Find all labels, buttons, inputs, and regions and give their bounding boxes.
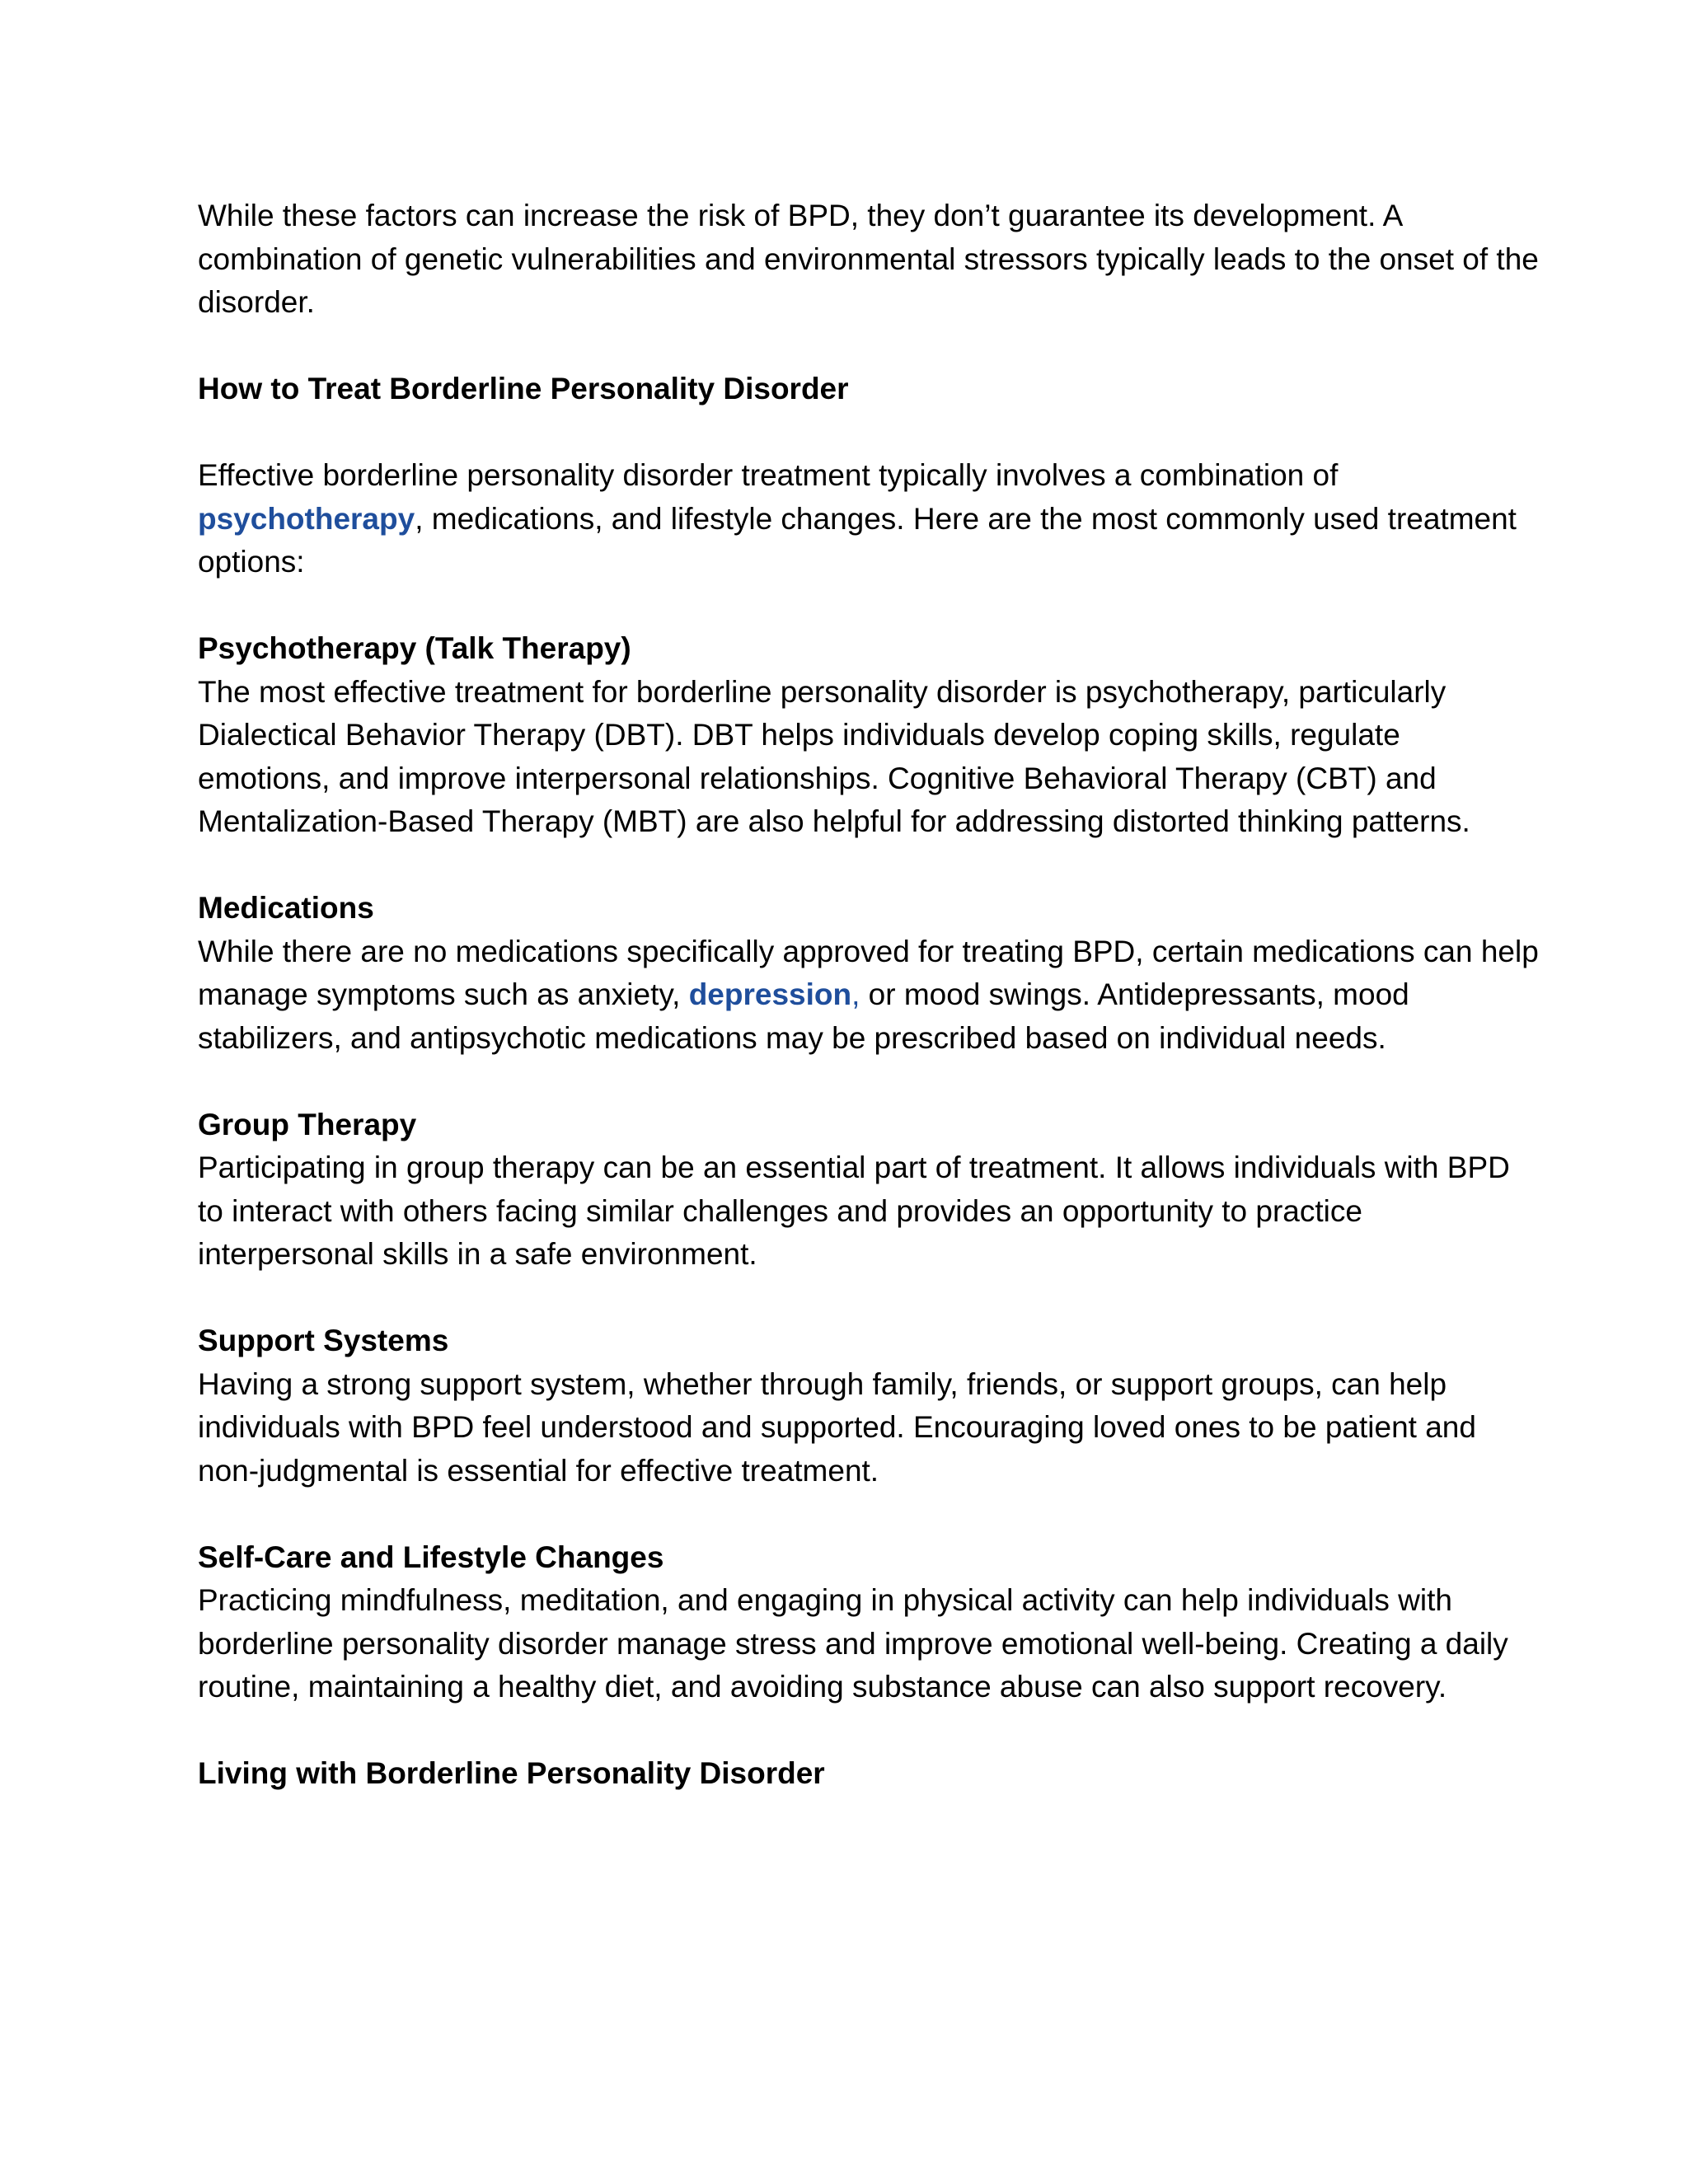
medications-heading: Medications — [198, 891, 374, 925]
group-therapy-heading: Group Therapy — [198, 1107, 417, 1141]
living-heading: Living with Borderline Personality Disorder — [198, 1756, 825, 1790]
psychotherapy-link[interactable]: psychotherapy — [198, 501, 415, 536]
self-care-paragraph: Practicing mindfulness, meditation, and engaging in physical activity can help individuals with borderline personality disorder manage stress and improve emotional well-being. Creating a daily routine, maintaining a healthy diet, and avoiding substance abuse can also support recovery. — [198, 1583, 1508, 1704]
treat-heading: How to Treat Borderline Personality Disorder — [198, 372, 849, 405]
support-systems-heading: Support Systems — [198, 1324, 449, 1357]
depression-link-comma: , — [851, 977, 860, 1011]
psychotherapy-heading: Psychotherapy (Talk Therapy) — [198, 631, 631, 665]
psychotherapy-paragraph: The most effective treatment for borderline personality disorder is psychotherapy, particularly Dialectical Behavior Therapy (DBT). DBT helps individuals develop coping skills, regulate emotions, and improve interpersonal relationships. Cognitive Behavioral Therapy (CBT) and Mentalization-Based Therapy (MBT) are also helpful for addressing distorted thinking patterns. — [198, 674, 1470, 838]
group-therapy-paragraph: Participating in group therapy can be an essential part of treatment. It allows individuals with BPD to interact with others facing similar challenges and provides an opportunity to practice interpersonal skills in a safe environment. — [198, 1151, 1510, 1271]
depression-link[interactable]: depression — [688, 977, 852, 1011]
medications-text-before: While there are no medications specifically approved for treating BPD, certain medications can help manage symptoms such as anxiety, — [198, 934, 1539, 1011]
intro-paragraph: While these factors can increase the risk of BPD, they don’t guarantee its development. A combination of genetic vulnerabilities and environmental stressors typically leads to the onset of the disorder. — [198, 199, 1539, 319]
treat-text-after: , medications, and lifestyle changes. Here are the most commonly used treatment options: — [198, 501, 1517, 579]
treat-text-before: Effective borderline personality disorder treatment typically involves a combination of — [198, 458, 1339, 492]
medications-paragraph — [198, 930, 1540, 1061]
self-care-heading: Self-Care and Lifestyle Changes — [198, 1540, 664, 1574]
treat-paragraph — [198, 454, 1540, 584]
medications-text-after: or mood swings. Antidepressants, mood stabilizers, and antipsychotic medications may be prescribed based on individual needs. — [198, 977, 1409, 1055]
support-systems-paragraph: Having a strong support system, whether through family, friends, or support groups, can help individuals with BPD feel understood and supported. Encouraging loved ones to be patient and non-judgmental is essential for effective treatment. — [198, 1366, 1476, 1488]
